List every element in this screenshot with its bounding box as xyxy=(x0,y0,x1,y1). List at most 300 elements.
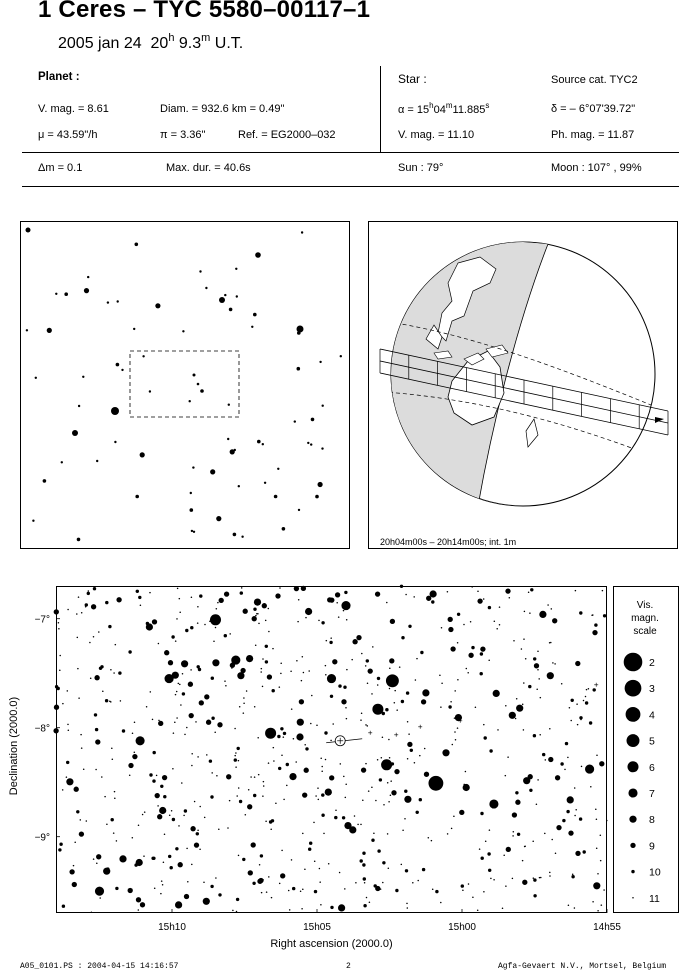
field-star xyxy=(83,768,85,770)
field-star xyxy=(54,705,59,710)
field-star xyxy=(112,758,114,760)
field-star xyxy=(186,727,188,729)
event-date: 2005 jan 24 xyxy=(58,35,142,52)
y-tick-label: −9° xyxy=(34,832,50,844)
field-star xyxy=(570,699,573,702)
field-star xyxy=(253,607,256,610)
field-star xyxy=(326,640,328,642)
field-star xyxy=(440,706,442,708)
event-time xyxy=(58,32,243,53)
field-star xyxy=(163,795,166,798)
field-star xyxy=(293,738,295,740)
field-star xyxy=(128,763,133,768)
finder-star xyxy=(224,294,226,296)
field-star xyxy=(329,775,334,780)
field-star xyxy=(412,882,414,884)
field-star xyxy=(346,718,348,720)
field-star xyxy=(77,637,79,639)
field-star xyxy=(485,841,487,843)
field-star xyxy=(103,868,110,875)
field-star xyxy=(275,803,277,805)
field-star xyxy=(522,880,527,885)
legend-title-line: Vis. xyxy=(636,600,654,611)
field-star xyxy=(366,659,369,662)
field-star xyxy=(548,757,553,762)
star-heading: Star : xyxy=(398,72,427,86)
field-star xyxy=(494,620,496,622)
field-star xyxy=(415,679,417,681)
field-star xyxy=(448,617,453,622)
field-star xyxy=(254,598,261,605)
field-star xyxy=(89,642,91,644)
field-star xyxy=(94,713,97,716)
finder-star xyxy=(277,468,279,470)
field-star xyxy=(328,863,330,865)
field-star xyxy=(280,673,282,675)
finder-star xyxy=(61,461,63,463)
field-star xyxy=(505,588,510,593)
field-star xyxy=(588,688,590,690)
field-star xyxy=(499,624,501,626)
field-star xyxy=(387,782,389,784)
field-star xyxy=(415,811,418,814)
field-star xyxy=(318,620,320,622)
field-star xyxy=(302,889,304,891)
field-star xyxy=(379,778,382,781)
field-star xyxy=(169,814,171,816)
field-star xyxy=(375,800,377,802)
field-star xyxy=(480,856,483,859)
field-star xyxy=(512,878,514,880)
field-star xyxy=(118,671,121,674)
field-star xyxy=(237,672,244,679)
field-star xyxy=(252,882,255,885)
event-timezone: U.T. xyxy=(214,35,244,52)
field-star xyxy=(257,737,259,739)
field-star xyxy=(442,749,449,756)
field-star xyxy=(182,692,185,695)
field-star xyxy=(158,721,163,726)
field-star xyxy=(62,703,64,705)
field-star xyxy=(292,887,295,890)
field-star xyxy=(152,719,154,721)
field-star xyxy=(304,744,306,746)
finder-star xyxy=(26,329,28,331)
field-star xyxy=(389,658,394,663)
field-star xyxy=(206,754,208,756)
field-star xyxy=(110,818,113,821)
field-star xyxy=(179,611,181,613)
legend-symbol xyxy=(629,816,636,823)
field-star xyxy=(346,669,348,671)
field-star xyxy=(404,789,407,792)
finder-star xyxy=(142,355,144,357)
field-star xyxy=(248,870,253,875)
field-star xyxy=(431,600,434,603)
x-tick-label: 15h00 xyxy=(448,922,476,933)
field-star xyxy=(67,609,69,611)
field-star xyxy=(483,724,485,726)
field-star xyxy=(184,809,187,812)
field-star xyxy=(596,818,598,820)
field-star xyxy=(361,712,363,714)
field-star xyxy=(523,729,525,731)
field-star xyxy=(537,669,539,671)
field-star xyxy=(600,834,602,836)
finder-star xyxy=(140,452,145,457)
field-star xyxy=(377,759,379,761)
field-star xyxy=(257,879,262,884)
field-star xyxy=(91,604,96,609)
field-star xyxy=(359,859,362,862)
legend-magnitude-label: 6 xyxy=(649,761,655,774)
field-star xyxy=(175,901,182,908)
field-star xyxy=(92,607,94,609)
field-star xyxy=(583,700,585,702)
field-star xyxy=(116,840,118,842)
field-star xyxy=(400,585,403,588)
field-star xyxy=(325,759,327,761)
field-star xyxy=(395,889,398,892)
field-star xyxy=(146,706,148,708)
field-star xyxy=(568,905,570,907)
field-star xyxy=(601,904,603,906)
field-star xyxy=(136,590,139,593)
field-star xyxy=(455,739,457,741)
field-star xyxy=(179,684,181,686)
legend-symbol xyxy=(627,761,638,772)
field-star xyxy=(113,832,115,834)
field-star xyxy=(197,622,199,624)
field-star xyxy=(58,622,60,624)
field-star xyxy=(365,665,367,667)
field-star xyxy=(234,728,236,730)
field-star xyxy=(278,767,281,770)
field-star xyxy=(302,656,304,658)
field-star xyxy=(549,728,551,730)
field-star xyxy=(216,775,218,777)
field-star xyxy=(314,890,317,893)
field-star xyxy=(267,674,272,679)
event-minute: 9.3 xyxy=(178,35,202,52)
finder-bright-star xyxy=(255,252,261,258)
legend-title-line: scale xyxy=(633,626,657,637)
star-phmag: Ph. mag. = 11.87 xyxy=(551,129,635,141)
field-star xyxy=(98,631,100,633)
field-star xyxy=(279,587,281,589)
field-star xyxy=(59,655,61,657)
field-star xyxy=(204,817,206,819)
field-star xyxy=(414,762,416,764)
event-hour: 20 xyxy=(150,35,169,52)
field-star xyxy=(603,889,605,891)
field-star xyxy=(175,694,177,696)
field-star xyxy=(155,793,160,798)
field-star xyxy=(568,830,573,835)
delta-magnitude: Δm = 0.1 xyxy=(38,162,83,174)
field-star xyxy=(218,893,221,896)
finder-bright-star xyxy=(297,326,304,333)
field-star xyxy=(134,863,137,866)
field-star xyxy=(151,857,154,860)
field-star xyxy=(252,616,257,621)
bright-star xyxy=(95,887,104,896)
field-star xyxy=(289,909,291,911)
field-star xyxy=(340,763,342,765)
field-star xyxy=(539,611,546,618)
bright-star xyxy=(165,674,174,683)
finder-star xyxy=(155,303,160,308)
field-star xyxy=(353,641,355,643)
finder-star xyxy=(87,276,89,278)
field-star xyxy=(424,748,426,750)
field-star xyxy=(102,691,104,693)
finder-star xyxy=(199,270,201,272)
field-star xyxy=(549,872,551,874)
field-star xyxy=(533,734,536,737)
field-star xyxy=(94,675,99,680)
field-star xyxy=(554,663,556,665)
field-star xyxy=(457,679,459,681)
field-star xyxy=(100,665,103,668)
field-star xyxy=(317,787,319,789)
field-star xyxy=(298,599,300,601)
footer-producer: Agfa-Gevaert N.V., Mortsel, Belgium xyxy=(498,962,667,971)
field-star xyxy=(138,596,141,599)
field-star xyxy=(296,733,303,740)
field-star xyxy=(345,797,347,799)
field-star xyxy=(304,869,306,871)
field-star xyxy=(266,891,268,893)
field-star xyxy=(297,719,304,726)
field-star xyxy=(570,720,572,722)
field-star xyxy=(534,663,539,668)
field-star xyxy=(555,853,557,855)
field-star xyxy=(314,860,316,862)
field-star xyxy=(477,910,479,912)
field-star xyxy=(106,823,108,825)
field-star xyxy=(593,882,600,889)
field-star xyxy=(375,591,380,596)
field-star xyxy=(313,822,315,824)
field-star xyxy=(371,838,374,841)
field-star xyxy=(93,587,96,590)
field-star xyxy=(465,771,467,773)
field-star xyxy=(232,910,234,912)
field-star xyxy=(308,847,311,850)
field-star xyxy=(281,754,283,756)
field-star xyxy=(390,619,395,624)
field-star xyxy=(258,623,260,625)
bright-star xyxy=(231,656,240,665)
field-star xyxy=(401,864,403,866)
planet-heading: Planet : xyxy=(38,71,80,83)
field-star xyxy=(496,628,498,630)
field-star xyxy=(280,727,283,730)
field-star xyxy=(566,810,569,813)
field-star xyxy=(352,827,355,830)
field-star xyxy=(95,739,100,744)
field-star xyxy=(234,758,237,761)
field-star xyxy=(164,834,166,836)
field-star xyxy=(190,626,193,629)
field-star xyxy=(579,817,582,820)
field-star xyxy=(243,712,245,714)
field-star xyxy=(560,762,563,765)
finder-star xyxy=(229,308,233,312)
finder-star xyxy=(210,469,215,474)
star-chart xyxy=(34,586,621,933)
field-star xyxy=(236,911,238,913)
field-star xyxy=(154,887,156,889)
finder-star xyxy=(107,301,109,303)
field-star xyxy=(143,855,145,857)
field-star xyxy=(258,774,260,776)
finder-star xyxy=(149,390,151,392)
field-star xyxy=(431,840,433,842)
field-star xyxy=(283,732,286,735)
field-star xyxy=(96,854,101,859)
bright-star xyxy=(265,728,276,739)
field-star xyxy=(529,612,531,614)
field-star xyxy=(296,660,298,662)
x-tick-label: 15h05 xyxy=(303,922,331,933)
field-star xyxy=(422,689,429,696)
finder-star xyxy=(82,376,84,378)
field-star xyxy=(310,723,312,725)
finder-bright-star xyxy=(111,407,119,415)
field-star xyxy=(468,883,470,885)
field-star xyxy=(217,602,219,604)
field-star xyxy=(224,591,229,596)
field-star xyxy=(597,910,599,912)
field-star xyxy=(602,590,604,592)
field-star xyxy=(457,613,460,616)
field-star xyxy=(115,644,117,646)
finder-star xyxy=(238,485,240,487)
field-star xyxy=(174,721,176,723)
field-star xyxy=(419,798,422,801)
field-star xyxy=(537,779,539,781)
field-star xyxy=(338,904,345,911)
field-star xyxy=(132,754,137,759)
y-tick-label: −7° xyxy=(34,614,50,626)
field-star xyxy=(67,724,69,726)
field-star xyxy=(190,669,192,671)
field-star xyxy=(522,860,524,862)
field-star xyxy=(479,672,482,675)
field-star xyxy=(186,848,188,850)
field-star xyxy=(551,608,553,610)
field-star xyxy=(329,641,332,644)
field-star xyxy=(67,690,69,692)
field-star xyxy=(224,680,226,682)
field-star xyxy=(574,815,576,817)
field-star xyxy=(113,672,115,674)
field-star xyxy=(592,614,594,616)
field-star xyxy=(210,885,213,888)
field-star xyxy=(325,674,327,676)
field-star xyxy=(480,646,485,651)
field-star xyxy=(85,603,88,606)
field-star xyxy=(512,812,517,817)
field-star xyxy=(404,818,406,820)
field-star xyxy=(302,833,304,835)
field-star xyxy=(451,828,453,830)
field-star xyxy=(210,795,213,798)
field-star xyxy=(196,832,199,835)
field-star xyxy=(509,597,511,599)
finder-star xyxy=(190,492,192,494)
legend-magnitude-label: 3 xyxy=(649,683,655,696)
field-star xyxy=(525,658,527,660)
field-star xyxy=(325,665,327,667)
field-star xyxy=(321,621,324,624)
field-star xyxy=(211,676,214,679)
field-star xyxy=(352,639,357,644)
field-star xyxy=(404,796,411,803)
field-star xyxy=(450,646,455,651)
field-star xyxy=(162,775,167,780)
field-star xyxy=(391,790,396,795)
field-star xyxy=(462,889,464,891)
field-star xyxy=(586,689,588,691)
field-star xyxy=(439,675,441,677)
finder-star xyxy=(318,482,323,487)
field-star xyxy=(280,663,282,665)
field-star xyxy=(53,728,58,733)
field-star xyxy=(195,721,197,723)
field-star xyxy=(539,877,541,879)
field-star xyxy=(160,785,163,788)
field-star xyxy=(101,776,103,778)
field-star xyxy=(575,851,580,856)
field-star xyxy=(54,609,59,614)
finder-star xyxy=(311,418,315,422)
field-star xyxy=(362,863,365,866)
field-star xyxy=(74,841,76,843)
field-star xyxy=(528,591,530,593)
field-star xyxy=(432,888,434,890)
field-star xyxy=(356,635,361,640)
field-star xyxy=(372,646,374,648)
field-star xyxy=(603,614,606,617)
field-star xyxy=(218,829,220,831)
field-star xyxy=(77,668,79,670)
field-star xyxy=(180,704,182,706)
field-star xyxy=(523,638,525,640)
finder-star xyxy=(262,443,264,445)
field-star xyxy=(540,697,542,699)
legend-symbol xyxy=(630,843,635,848)
field-star xyxy=(204,624,206,626)
finder-star xyxy=(78,405,80,407)
finder-star xyxy=(297,367,301,371)
field-star xyxy=(572,874,574,876)
field-star xyxy=(448,705,451,708)
field-star xyxy=(513,831,515,833)
field-star xyxy=(360,824,362,826)
field-star xyxy=(459,810,464,815)
finder-star xyxy=(315,495,319,499)
field-star xyxy=(265,820,267,822)
finder-star xyxy=(77,538,81,542)
field-star xyxy=(265,660,268,663)
field-star xyxy=(589,721,592,724)
field-star xyxy=(261,668,263,670)
field-star xyxy=(599,761,604,766)
field-star xyxy=(90,677,92,679)
